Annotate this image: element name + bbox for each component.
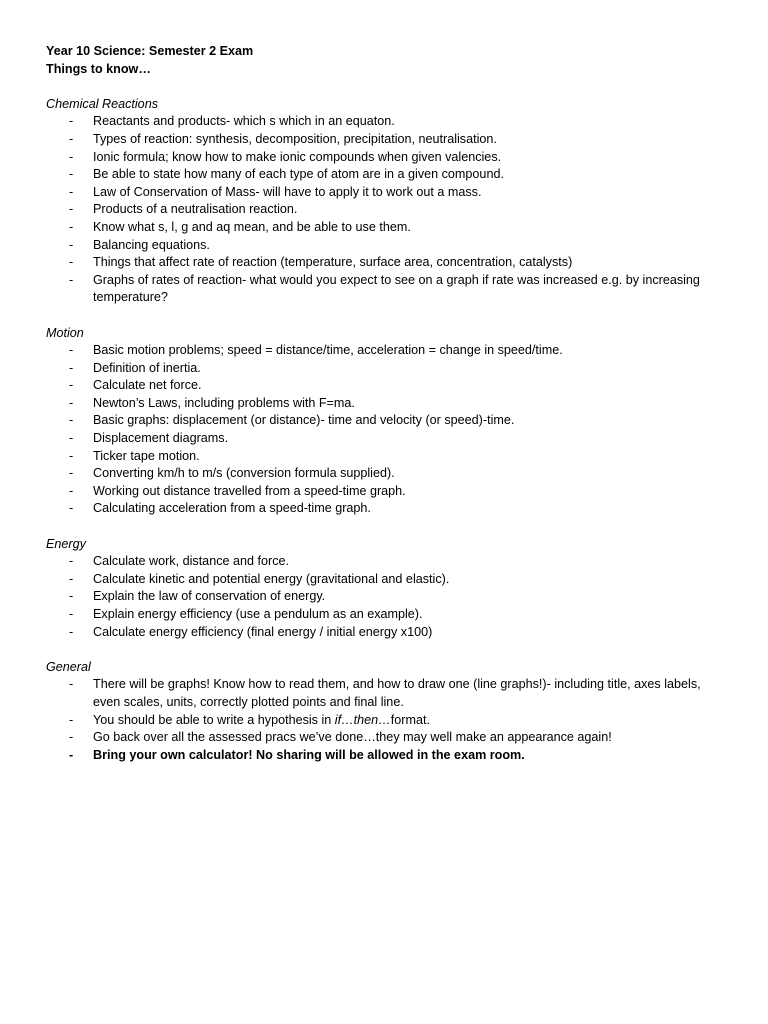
list-item [46, 149, 722, 167]
hypothesis-text-post: format. [390, 712, 430, 727]
bullet-dash: - [69, 131, 74, 146]
list-item [46, 254, 722, 272]
bullet-dash: - [69, 589, 74, 604]
list-item [46, 465, 722, 483]
list-item [46, 395, 722, 413]
list-item-text: Explain the law of conservation of energy. [93, 589, 326, 604]
list-item [46, 342, 722, 360]
list-item-text: Basic graphs: displacement (or distance)- time and velocity (or speed)-time. [93, 413, 515, 428]
bullet-dash: - [69, 343, 74, 358]
bullet-dash: - [69, 114, 74, 129]
list-item-text: Know what s, l, g and aq mean, and be able to use them. [93, 219, 411, 234]
list-item-text: Things that affect rate of reaction (temperature, surface area, concentration, catalysts) [93, 255, 573, 270]
list-item [46, 624, 722, 642]
bullet-dash: - [69, 747, 74, 762]
spacer [46, 641, 722, 659]
list-item-text: Ionic formula; know how to make ionic compounds when given valencies. [93, 149, 502, 164]
bullet-dash: - [69, 167, 74, 182]
list-item-text: Definition of inertia. [93, 360, 201, 375]
motion-list [46, 342, 722, 518]
bullet-dash: - [69, 413, 74, 428]
bullet-dash: - [69, 202, 74, 217]
hypothesis-if-then: if…then… [334, 712, 391, 727]
list-item [46, 184, 722, 202]
list-item-text: There will be graphs! Know how to read them, and how to draw one (line graphs!)- including title, axes labels, even scales, units, correctly plotted points and final line. [93, 677, 701, 709]
hypothesis-text-pre: You should be able to write a hypothesis in [93, 712, 335, 727]
list-item-text: Displacement diagrams. [93, 431, 229, 446]
list-item [46, 237, 722, 255]
general-list [46, 676, 722, 764]
list-item [46, 606, 722, 624]
bullet-dash: - [69, 219, 74, 234]
list-item-text: Law of Conservation of Mass- will have to apply it to work out a mass. [93, 184, 482, 199]
list-item-text: Calculate work, distance and force. [93, 554, 290, 569]
list-item-text: Calculate energy efficiency (final energy / initial energy x100) [93, 624, 433, 639]
bullet-dash: - [69, 360, 74, 375]
list-item [46, 272, 722, 307]
list-item-text: Ticker tape motion. [93, 448, 200, 463]
list-item-text: Basic motion problems; speed = distance/time, acceleration = change in speed/time. [93, 343, 563, 358]
list-item-text: Explain energy efficiency (use a pendulum as an example). [93, 607, 423, 621]
document-subtitle: Things to know… [46, 61, 151, 76]
list-item-text: Graphs of rates of reaction- what would you expect to see on a graph if rate was increased e.g. by increasing temperature? [93, 272, 700, 305]
list-item [46, 412, 722, 430]
bullet-dash: - [69, 448, 74, 463]
list-item [46, 676, 722, 711]
bullet-dash: - [69, 624, 74, 639]
list-item [46, 500, 722, 518]
bullet-dash: - [69, 466, 74, 481]
list-item [46, 448, 722, 466]
list-item [46, 712, 722, 730]
list-item-text: Calculating acceleration from a speed-time graph. [93, 501, 371, 516]
section-heading-motion: Motion [46, 325, 84, 340]
bullet-dash: - [69, 712, 74, 727]
list-item-text: Products of a neutralisation reaction. [93, 202, 298, 217]
list-item-text [93, 713, 430, 727]
bullet-dash: - [69, 184, 74, 199]
list-item [46, 430, 722, 448]
bullet-dash: - [69, 395, 74, 410]
calculator-reminder: Bring your own calculator! No sharing will be allowed in the exam room. [93, 747, 525, 762]
spacer [46, 518, 722, 536]
list-item-text: Working out distance travelled from a speed-time graph. [93, 483, 406, 498]
list-item [46, 377, 722, 395]
list-item [46, 729, 722, 747]
list-item-text: Calculate net force. [93, 378, 202, 393]
list-item [46, 201, 722, 219]
bullet-dash: - [69, 378, 74, 393]
list-item-text: Converting km/h to m/s (conversion formula supplied). [93, 466, 395, 481]
bullet-dash: - [69, 607, 74, 621]
list-item [46, 571, 722, 589]
list-item [46, 113, 722, 131]
list-item-text: Go back over all the assessed pracs we’ve done…they may well make an appearance again! [93, 730, 612, 745]
list-item [46, 131, 722, 149]
list-item-text: Reactants and products- which s which in an equaton. [93, 114, 395, 129]
bullet-dash: - [69, 677, 74, 692]
section-heading-chemical-reactions: Chemical Reactions [46, 96, 158, 111]
chemical-reactions-list [46, 113, 722, 307]
bullet-dash: - [69, 501, 74, 516]
list-item [46, 166, 722, 184]
bullet-dash: - [69, 483, 74, 498]
list-item [46, 553, 722, 571]
spacer [46, 78, 722, 96]
document-title: Year 10 Science: Semester 2 Exam [46, 44, 254, 58]
bullet-dash: - [69, 554, 74, 569]
list-item [46, 360, 722, 378]
bullet-dash: - [69, 237, 74, 252]
list-item-text: Calculate kinetic and potential energy (gravitational and elastic). [93, 571, 450, 586]
section-heading-energy: Energy [46, 536, 86, 551]
bullet-dash: - [69, 272, 74, 287]
list-item [46, 588, 722, 606]
list-item [46, 747, 722, 765]
list-item-text: Balancing equations. [93, 237, 210, 252]
section-heading-general: General [46, 659, 91, 674]
bullet-dash: - [69, 571, 74, 586]
bullet-dash: - [69, 149, 74, 164]
list-item-text: Be able to state how many of each type of atom are in a given compound. [93, 167, 504, 182]
bullet-dash: - [69, 255, 74, 270]
bullet-dash: - [69, 730, 74, 745]
list-item-text: Newton’s Laws, including problems with F=ma. [93, 395, 355, 410]
energy-list [46, 553, 722, 641]
list-item [46, 483, 722, 501]
list-item [46, 219, 722, 237]
spacer [46, 307, 722, 325]
list-item-text: Types of reaction: synthesis, decomposition, precipitation, neutralisation. [93, 131, 497, 146]
bullet-dash: - [69, 431, 74, 446]
